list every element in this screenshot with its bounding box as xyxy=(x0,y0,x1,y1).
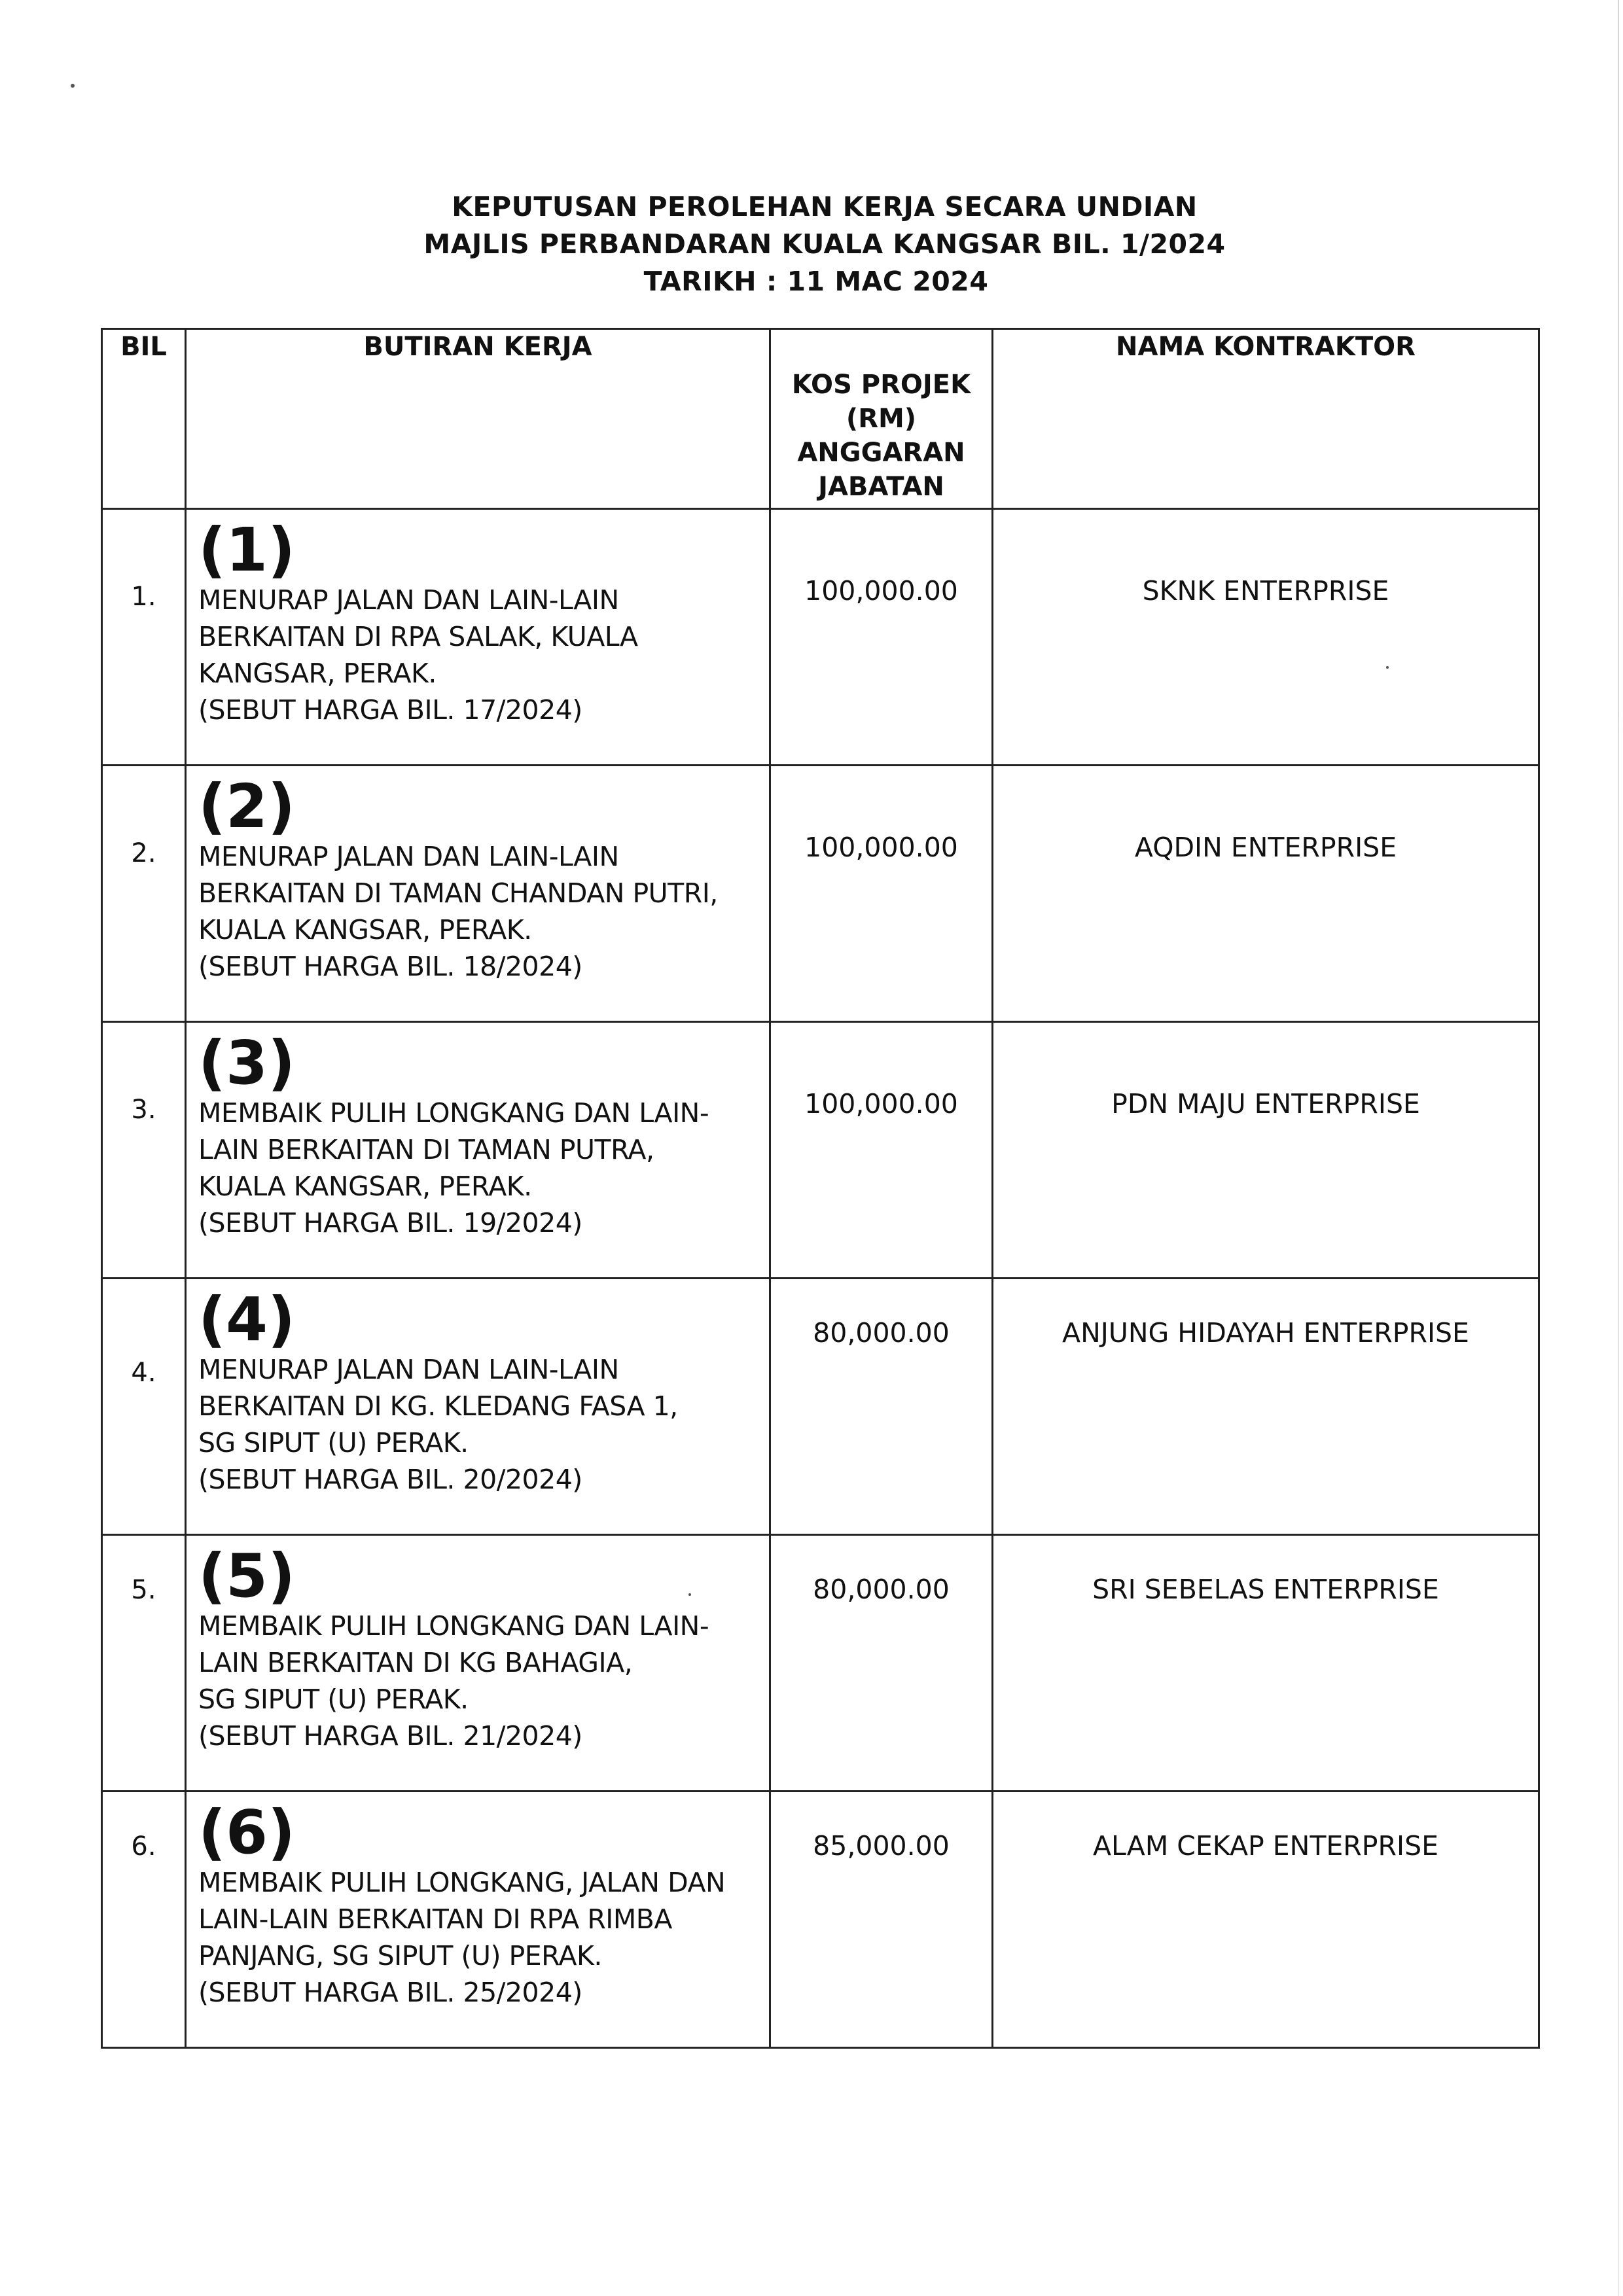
row-contractor: ANJUNG HIDAYAH ENTERPRISE xyxy=(993,1279,1539,1535)
row-contractor: AQDIN ENTERPRISE xyxy=(993,766,1539,1022)
item-number: (1) xyxy=(198,515,296,585)
description-line: SG SIPUT (U) PERAK. xyxy=(198,1427,469,1458)
scan-speck xyxy=(71,84,75,88)
description-line: BERKAITAN DI TAMAN CHANDAN PUTRI, xyxy=(198,877,718,909)
header-kos-line: KOS PROJEK xyxy=(791,370,971,400)
header-date: TARIKH : 11 MAC 2024 xyxy=(643,266,989,297)
row-description xyxy=(186,766,770,1022)
row-description xyxy=(186,509,770,766)
description-line: KANGSAR, PERAK. xyxy=(198,658,437,689)
table-row xyxy=(102,1022,1539,1279)
description-line: (SEBUT HARGA BIL. 20/2024) xyxy=(198,1464,582,1495)
description-line: MENURAP JALAN DAN LAIN-LAIN xyxy=(198,584,619,616)
description-line: MENURAP JALAN DAN LAIN-LAIN xyxy=(198,841,619,872)
description-line: BERKAITAN DI KG. KLEDANG FASA 1, xyxy=(198,1390,678,1422)
award-table xyxy=(101,328,1540,2049)
scan-edge-line xyxy=(1618,0,1619,2296)
row-contractor: ALAM CEKAP ENTERPRISE xyxy=(993,1792,1539,2048)
header-nama-kontraktor: NAMA KONTRAKTOR xyxy=(993,329,1539,509)
row-contractor: SRI SEBELAS ENTERPRISE xyxy=(993,1535,1539,1792)
table-header-row xyxy=(102,329,1539,509)
description-line: MENURAP JALAN DAN LAIN-LAIN xyxy=(198,1354,619,1385)
row-bil: 3. xyxy=(102,1022,186,1279)
header-kos-line: JABATAN xyxy=(818,472,944,502)
item-number: (3) xyxy=(198,1028,296,1098)
description-line: LAIN BERKAITAN DI TAMAN PUTRA, xyxy=(198,1134,654,1165)
item-number: (2) xyxy=(198,771,296,841)
row-bil: 5. xyxy=(102,1535,186,1792)
table-row xyxy=(102,1535,1539,1792)
description-line: (SEBUT HARGA BIL. 19/2024) xyxy=(198,1207,582,1239)
row-cost: 80,000.00 xyxy=(770,1535,993,1792)
row-description xyxy=(186,1535,770,1792)
description-line: MEMBAIK PULIH LONGKANG DAN LAIN- xyxy=(198,1610,709,1642)
description-line: LAIN BERKAITAN DI KG BAHAGIA, xyxy=(198,1647,633,1678)
item-number: (4) xyxy=(198,1284,296,1354)
header-kos-line: ANGGARAN xyxy=(797,438,965,468)
description-line: MEMBAIK PULIH LONGKANG, JALAN DAN xyxy=(198,1867,726,1898)
row-bil: 2. xyxy=(102,766,186,1022)
description-line: PANJANG, SG SIPUT (U) PERAK. xyxy=(198,1940,602,1971)
header-kos-line: (RM) xyxy=(846,404,917,434)
description-line: MEMBAIK PULIH LONGKANG DAN LAIN- xyxy=(198,1097,709,1129)
header-butiran-kerja: BUTIRAN KERJA xyxy=(186,329,770,509)
description-line: SG SIPUT (U) PERAK. xyxy=(198,1684,469,1715)
table-row xyxy=(102,766,1539,1022)
table-row xyxy=(102,509,1539,766)
row-contractor: SKNK ENTERPRISE xyxy=(993,509,1539,766)
row-bil: 1. xyxy=(102,509,186,766)
row-cost: 85,000.00 xyxy=(770,1792,993,2048)
header-title: KEPUTUSAN PEROLEHAN KERJA SECARA UNDIAN xyxy=(452,191,1198,222)
row-cost: 80,000.00 xyxy=(770,1279,993,1535)
table-row xyxy=(102,1792,1539,2048)
description-line: BERKAITAN DI RPA SALAK, KUALA xyxy=(198,621,638,652)
description-line: LAIN-LAIN BERKAITAN DI RPA RIMBA xyxy=(198,1903,672,1935)
row-contractor: PDN MAJU ENTERPRISE xyxy=(993,1022,1539,1279)
row-cost: 100,000.00 xyxy=(770,509,993,766)
row-cost: 100,000.00 xyxy=(770,766,993,1022)
item-number: (5) xyxy=(198,1541,296,1611)
header-council: MAJLIS PERBANDARAN KUALA KANGSAR BIL. 1/2024 xyxy=(423,228,1226,260)
row-bil: 6. xyxy=(102,1792,186,2048)
table-row xyxy=(102,1279,1539,1535)
description-line: (SEBUT HARGA BIL. 18/2024) xyxy=(198,951,582,982)
row-description xyxy=(186,1792,770,2048)
header-bil: BIL xyxy=(102,329,186,509)
description-line: (SEBUT HARGA BIL. 25/2024) xyxy=(198,1977,582,2008)
row-description xyxy=(186,1022,770,1279)
header-kos-projek xyxy=(770,329,993,509)
row-description xyxy=(186,1279,770,1535)
row-bil: 4. xyxy=(102,1279,186,1535)
description-line: (SEBUT HARGA BIL. 17/2024) xyxy=(198,694,582,726)
row-cost: 100,000.00 xyxy=(770,1022,993,1279)
item-number: (6) xyxy=(198,1797,296,1867)
description-line: KUALA KANGSAR, PERAK. xyxy=(198,1171,532,1202)
document-header xyxy=(0,188,1623,300)
description-line: KUALA KANGSAR, PERAK. xyxy=(198,914,532,945)
description-line: (SEBUT HARGA BIL. 21/2024) xyxy=(198,1720,582,1752)
